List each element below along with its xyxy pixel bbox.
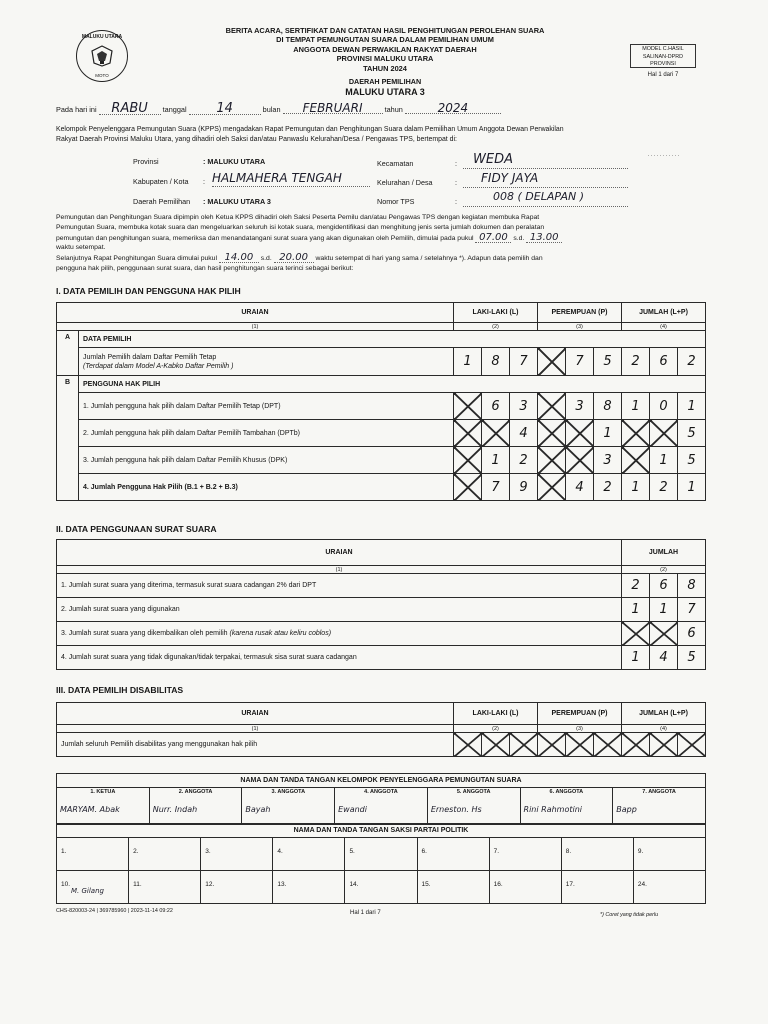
signature-cell <box>613 788 706 824</box>
digit-cell: 1 <box>622 646 650 670</box>
tanggal-field: 14 <box>189 104 261 115</box>
bulan-label: bulan <box>262 105 281 114</box>
table-row <box>57 788 706 824</box>
digit-cell <box>482 733 510 757</box>
section-3-title: III. DATA PEMILIH DISABILITAS <box>56 685 184 695</box>
saksi-cell: 9. <box>637 848 644 855</box>
row-label: Jumlah seluruh Pemilih disabilitas yang menggunakan hak pilih <box>57 733 454 757</box>
saksi-signature-title: NAMA DAN TANDA TANGAN SAKSI PARTAI POLITIK <box>56 824 706 838</box>
signer-name: Bayah <box>245 805 271 814</box>
digit-cell: 6 <box>650 348 678 376</box>
procedure-line <box>56 233 716 244</box>
title-line: ANGGOTA DEWAN PERWAKILAN RAKYAT DAERAH <box>293 44 477 54</box>
digit-cell: 3 <box>566 393 594 420</box>
digit-cell: 7 <box>510 348 538 376</box>
saksi-row <box>57 871 705 903</box>
digit-cell: 7 <box>566 348 594 376</box>
saksi-name: M. Gilang <box>71 887 104 895</box>
kabupaten-field: HALMAHERA TENGAH <box>212 171 370 187</box>
digit-cell: 4 <box>650 646 678 670</box>
digit-cell: 1 <box>650 447 678 474</box>
tps-label: Nomor TPS <box>377 197 415 206</box>
title-line: DI TEMPAT PEMUNGUTAN SUARA DALAM PEMILIHAN UMUM <box>276 35 494 45</box>
digit-cell: 5 <box>594 348 622 376</box>
signature-cell <box>427 788 520 824</box>
procedure-line <box>56 253 716 264</box>
row-label: 4. Jumlah surat suara yang tidak digunakan/tidak terpakai, termasuk sisa surat suara cadangan <box>57 646 622 670</box>
colon: : <box>455 197 457 206</box>
saksi-row <box>57 838 705 871</box>
title-line: TAHUN 2024 <box>363 63 407 73</box>
role-label: 5. ANGGOTA <box>456 789 491 795</box>
row-letter-a: A <box>57 331 79 376</box>
role-label: 7. ANGGOTA <box>642 789 676 795</box>
date-line <box>56 103 716 115</box>
saksi-cell: 11. <box>129 871 201 903</box>
dapil-value-loc: : MALUKU UTARA 3 <box>203 197 271 206</box>
role-label: 2. ANGGOTA <box>178 789 213 795</box>
signature-cell <box>242 788 335 824</box>
kelurahan-label: Kelurahan / Desa <box>377 178 433 187</box>
row-label <box>79 348 454 376</box>
header-jumlah: JUMLAH <box>622 540 706 566</box>
digit-cell <box>594 733 622 757</box>
digit-cell: 1 <box>650 598 678 622</box>
emblem-icon <box>90 45 114 67</box>
model-line: MODEL C.HASIL <box>642 46 684 52</box>
digit-cell: 3 <box>510 393 538 420</box>
digit-cell <box>650 420 678 447</box>
saksi-cell: 1. <box>57 838 129 870</box>
digit-cell: 4 <box>510 420 538 447</box>
col-number: (3) <box>538 323 622 331</box>
digit-cell <box>566 420 594 447</box>
saksi-cell: 12. <box>201 871 273 903</box>
intro-line: Kelompok Penyelenggara Pemungutan Suara (KPPS) mengadakan Rapat Pemungutan dan Penghitungan Suara dalam Pemilihan Umum Anggota Dewan Perwakilan <box>56 126 564 133</box>
tahun-label: tahun <box>384 105 403 114</box>
digit-cell: 1 <box>622 474 650 501</box>
col-number: (2) <box>454 725 538 733</box>
col-number: (2) <box>454 323 538 331</box>
end-time: 13.00 <box>526 233 562 243</box>
digit-cell <box>566 733 594 757</box>
kpps-signature-title: NAMA DAN TANDA TANGAN KELOMPOK PENYELENGGARA PEMUNGUTAN SUARA <box>57 774 706 788</box>
header-jumlah: JUMLAH (L+P) <box>622 303 706 323</box>
digit-cell: 7 <box>482 474 510 501</box>
role-label: 1. KETUA <box>90 789 116 795</box>
model-box <box>630 44 696 68</box>
digit-cell: 1 <box>622 598 650 622</box>
role-label: 4. ANGGOTA <box>364 789 398 795</box>
digit-cell: 2 <box>678 348 706 376</box>
digit-cell <box>454 474 482 501</box>
dapil-label: DAERAH PEMILIHAN <box>348 77 422 86</box>
pengguna-title: PENGGUNA HAK PILIH <box>79 376 706 393</box>
section-1-title: I. DATA PEMILIH DAN PENGGUNA HAK PILIH <box>56 286 241 296</box>
count-end-time: 20.00 <box>274 253 314 263</box>
procedure-segment: Selanjutnya Rapat Penghitungan Suara dimulai pukul <box>56 255 217 263</box>
digit-cell: 1 <box>594 420 622 447</box>
procedure-line: Pemungutan Suara, membuka kotak suara dan mengeluarkan seluruh isi kotak suara, mengidentifikasi dan menghitung jenis serta jumlah dokumen dan peralatan <box>56 223 545 231</box>
table-row <box>57 348 706 376</box>
provinsi-value: : MALUKU UTARA <box>203 157 266 166</box>
col-number: (4) <box>622 725 706 733</box>
saksi-cell: 14. <box>345 871 417 903</box>
col-number: (3) <box>538 725 622 733</box>
footnote: *) Coret yang tidak perlu <box>600 912 659 918</box>
saksi-cell: 7. <box>490 838 562 870</box>
title-line: BERITA ACARA, SERTIFIKAT DAN CATATAN HASIL PENGHITUNGAN PEROLEHAN SUARA <box>225 26 545 35</box>
saksi-cell: 8. <box>562 838 634 870</box>
signer-name: Erneston. Hs <box>430 805 482 814</box>
row-label-note: (karena rusak atau keliru coblos) <box>229 630 332 637</box>
col-number: (4) <box>622 323 706 331</box>
sd-label: s.d. <box>260 255 272 263</box>
provinsi-label: Provinsi <box>133 157 159 166</box>
digit-cell: 8 <box>594 393 622 420</box>
saksi-cell: 3. <box>201 838 273 870</box>
signer-name: Rini Rahmotini <box>523 805 583 814</box>
model-line: SALINAN-DPRD <box>642 53 684 60</box>
header-uraian: URAIAN <box>57 703 454 725</box>
row-label: 2. Jumlah pengguna hak pilih dalam Daftar Pemilih Tambahan (DPTb) <box>79 420 454 447</box>
dapil-label-loc: Daerah Pemilihan <box>133 197 191 206</box>
digit-cell <box>622 420 650 447</box>
intro-line: Rakyat Daerah Provinsi Maluku Utara, yang dihadiri oleh Saksi dan/atau Panwaslu Kelurahan/Desa / Pengawas TPS, bertempat di: <box>56 136 457 144</box>
section-1-table <box>56 302 706 501</box>
role-label: 3. ANGGOTA <box>271 789 306 795</box>
table-row <box>57 393 706 420</box>
digit-cell: 5 <box>678 447 706 474</box>
intro-paragraph <box>56 125 716 145</box>
dots-mark: . . . . . . . . . . . <box>648 152 680 158</box>
logo-text-bottom: MOTO <box>95 73 109 78</box>
row-label: 3. Jumlah pengguna hak pilih dalam Daftar Pemilih Khusus (DPK) <box>79 447 454 474</box>
digit-cell: 7 <box>678 598 706 622</box>
digit-cell <box>482 420 510 447</box>
signature-cell <box>335 788 428 824</box>
signature-cell <box>57 788 150 824</box>
saksi-cell: 17. <box>562 871 634 903</box>
colon: : <box>203 177 205 186</box>
digit-cell <box>678 733 706 757</box>
table-row <box>57 420 706 447</box>
document-title <box>150 26 620 73</box>
row-label-line: (Terdapat dalam Model A-Kabko Daftar Pemilih ) <box>83 362 234 370</box>
procedure-line: Pemungutan dan Penghitungan Suara dipimpin oleh Ketua KPPS dihadiri oleh Saksi Peserta Pemilu dan/atau Pengawas TPS dengan kegiatan membuka Rapat <box>56 214 540 221</box>
row-label: 1. Jumlah pengguna hak pilih dalam Daftar Pemilih Tetap (DPT) <box>79 393 454 420</box>
row-label: 1. Jumlah surat suara yang diterima, termasuk surat suara cadangan 2% dari DPT <box>57 574 622 598</box>
digit-cell: 0 <box>650 393 678 420</box>
procedure-line: pengguna hak pilih, penggunaan surat suara, dan hasil penghitungan suara terinci sebagai berikut: <box>56 264 354 272</box>
tps-field: 008 ( DELAPAN ) <box>463 190 628 207</box>
digit-cell: 5 <box>678 420 706 447</box>
logo-text-top: MALUKU UTARA <box>81 34 123 40</box>
digit-cell: 6 <box>482 393 510 420</box>
digit-cell <box>454 393 482 420</box>
dapil-heading <box>150 77 620 97</box>
header-uraian: URAIAN <box>57 540 622 566</box>
kpu-logo <box>76 30 128 82</box>
data-pemilih-title: DATA PEMILIH <box>79 331 706 348</box>
start-time: 07.00 <box>475 233 511 243</box>
digit-cell <box>510 733 538 757</box>
digit-cell <box>454 733 482 757</box>
digit-cell: 3 <box>594 447 622 474</box>
digit-cell <box>538 447 566 474</box>
digit-cell <box>650 733 678 757</box>
table-row <box>57 447 706 474</box>
signature-cell <box>149 788 242 824</box>
dapil-value: MALUKU UTARA 3 <box>345 87 425 97</box>
kecamatan-field: WEDA <box>463 152 628 169</box>
digit-cell <box>454 420 482 447</box>
row-letter-b: B <box>57 376 79 501</box>
digit-cell <box>622 733 650 757</box>
saksi-cell: 24. <box>637 881 647 888</box>
digit-cell: 1 <box>678 393 706 420</box>
digit-cell: 1 <box>678 474 706 501</box>
header-perempuan: PEREMPUAN (P) <box>538 303 622 323</box>
sd-label: s.d. <box>513 234 525 242</box>
colon: : <box>455 159 457 168</box>
digit-cell: 8 <box>482 348 510 376</box>
digit-cell: 8 <box>678 574 706 598</box>
saksi-number: 10. <box>61 881 71 888</box>
digit-cell: 2 <box>622 574 650 598</box>
header-laki: LAKI-LAKI (L) <box>454 703 538 725</box>
row-label-line: Jumlah Pemilih dalam Daftar Pemilih Tetap <box>83 353 217 361</box>
header-perempuan: PEREMPUAN (P) <box>538 703 622 725</box>
col-number: (1) <box>57 566 622 574</box>
tahun-field: 2024 <box>405 103 501 114</box>
digit-cell <box>566 447 594 474</box>
bulan-field: FEBRUARI <box>283 103 383 114</box>
section-2-table <box>56 539 706 670</box>
saksi-grid <box>56 838 706 904</box>
saksi-cell: 6. <box>418 838 490 870</box>
digit-cell <box>538 733 566 757</box>
col-number: (1) <box>57 323 454 331</box>
section-2-title: II. DATA PENGGUNAAN SURAT SUARA <box>56 524 217 534</box>
signer-name: Ewandi <box>338 805 367 814</box>
procedure-segment: pemungutan dan penghitungan suara, memeriksa dan menandatangani surat suara yang akan digunakan oleh Pemilih, dimulai pada pukul <box>56 234 474 242</box>
digit-cell: 6 <box>678 622 706 646</box>
signer-name: Bapp <box>616 805 637 814</box>
saksi-cell: 4. <box>273 838 345 870</box>
table-row <box>57 622 706 646</box>
hari-field: RABU <box>99 104 161 115</box>
header-laki: LAKI-LAKI (L) <box>454 303 538 323</box>
signature-cell <box>520 788 613 824</box>
header-uraian: URAIAN <box>57 303 454 323</box>
digit-cell <box>622 622 650 646</box>
count-start-time: 14.00 <box>219 253 259 263</box>
col-number: (2) <box>622 566 706 574</box>
digit-cell: 9 <box>510 474 538 501</box>
row-label-main: 3. Jumlah surat suara yang dikembalikan oleh pemilih <box>61 630 230 637</box>
digit-cell <box>538 474 566 501</box>
digit-cell <box>538 348 566 376</box>
tanggal-label: tanggal <box>162 105 187 114</box>
digit-cell: 1 <box>622 393 650 420</box>
saksi-cell: 15. <box>418 871 490 903</box>
table-row <box>57 733 706 757</box>
signer-name: Nurr. Indah <box>152 805 198 814</box>
digit-cell: 4 <box>566 474 594 501</box>
header-jumlah: JUMLAH (L+P) <box>622 703 706 725</box>
table-row <box>57 574 706 598</box>
pada-hari-label: Pada hari ini <box>56 105 97 114</box>
title-line: PROVINSI MALUKU UTARA <box>336 54 434 64</box>
digit-cell: 2 <box>594 474 622 501</box>
page-number-bottom: Hal 1 dari 7 <box>350 910 381 916</box>
saksi-cell: 2. <box>129 838 201 870</box>
row-label: 4. Jumlah Pengguna Hak Pilih (B.1 + B.2 + B.3) <box>79 474 454 501</box>
section-3-table <box>56 702 706 757</box>
col-number: (1) <box>57 725 454 733</box>
kabupaten-label: Kabupaten / Kota <box>133 177 189 186</box>
digit-cell: 6 <box>650 574 678 598</box>
saksi-cell: 16. <box>490 871 562 903</box>
role-label: 6. ANGGOTA <box>549 789 584 795</box>
kelurahan-field: FIDY JAYA <box>463 171 628 188</box>
colon: : <box>455 178 457 187</box>
digit-cell: 2 <box>510 447 538 474</box>
saksi-cell: 13. <box>273 871 345 903</box>
digit-cell <box>454 447 482 474</box>
signature-table <box>56 773 706 824</box>
table-row <box>57 598 706 622</box>
digit-cell <box>650 622 678 646</box>
saksi-cell <box>57 871 129 903</box>
signer-name: MARYAM. Abak <box>60 805 120 814</box>
table-row <box>57 646 706 670</box>
procedure-segment: waktu setempat di hari yang sama / setelahnya *). Adapun data pemilih dan <box>315 255 543 263</box>
digit-cell <box>538 420 566 447</box>
digit-cell <box>622 447 650 474</box>
digit-cell: 1 <box>454 348 482 376</box>
page-number-top: Hal 1 dari 7 <box>647 72 679 78</box>
row-label: 2. Jumlah surat suara yang digunakan <box>57 598 622 622</box>
document-code: CHS-820003-24 | 369785960 | 2023-11-14 09:22 <box>56 908 173 914</box>
model-line: PROVINSI <box>650 61 676 67</box>
procedure-text <box>56 213 716 274</box>
digit-cell: 2 <box>650 474 678 501</box>
row-label <box>57 622 622 646</box>
table-row <box>57 474 706 501</box>
digit-cell: 2 <box>622 348 650 376</box>
digit-cell: 5 <box>678 646 706 670</box>
digit-cell: 1 <box>482 447 510 474</box>
procedure-line: waktu setempat. <box>56 244 106 252</box>
kecamatan-label: Kecamatan <box>377 159 414 168</box>
digit-cell <box>538 393 566 420</box>
saksi-cell: 5. <box>345 838 417 870</box>
